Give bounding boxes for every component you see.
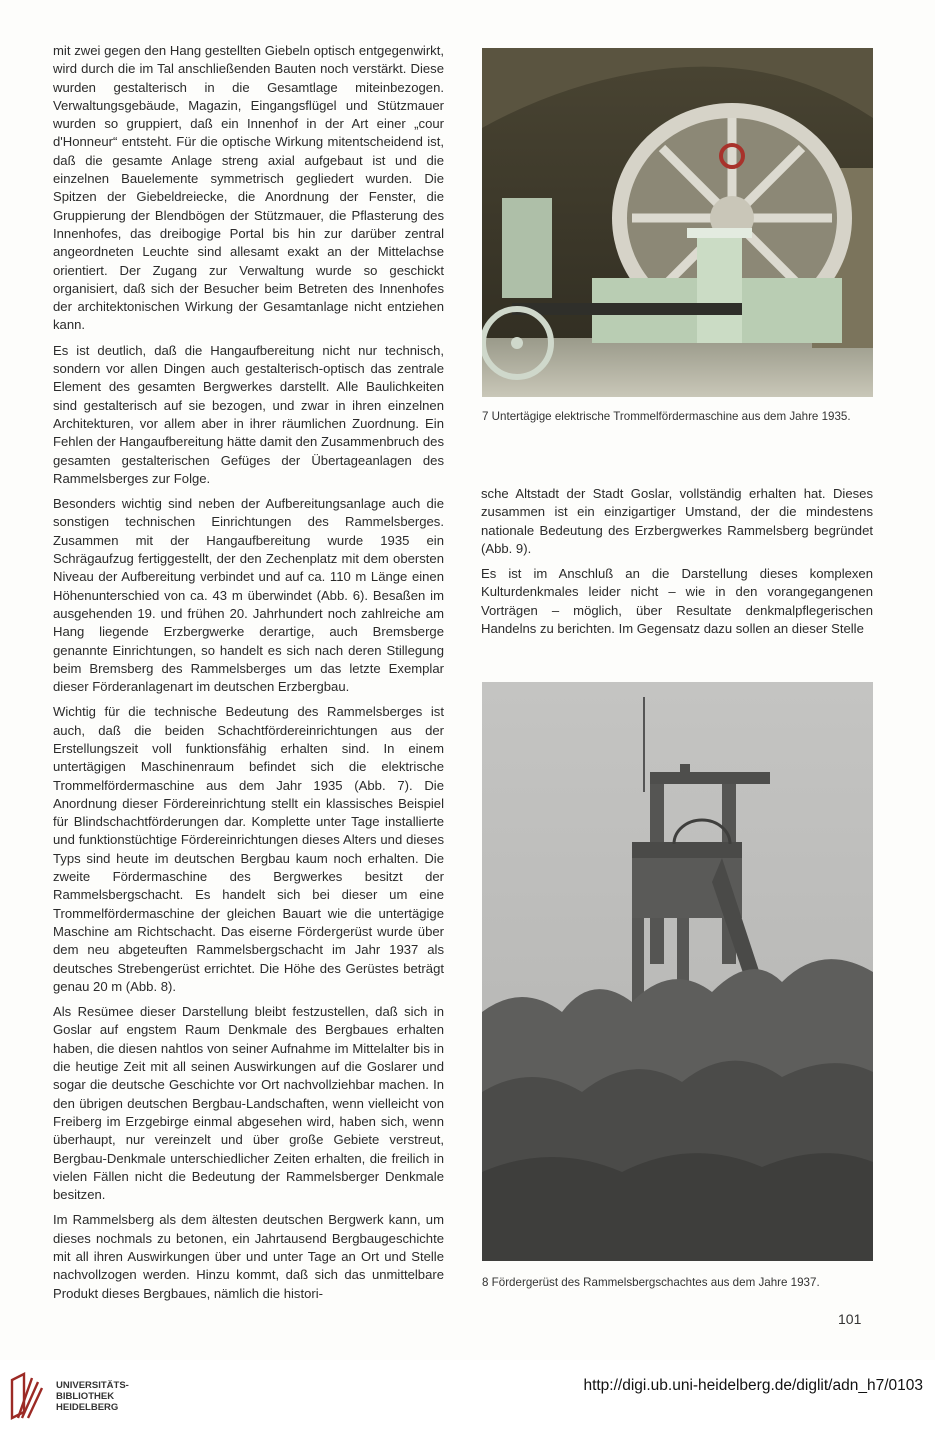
library-name: UNIVERSITÄTS- BIBLIOTHEK HEIDELBERG [56,1380,129,1413]
footer-bar [0,1360,935,1431]
paragraph: mit zwei gegen den Hang gestellten Giebeln optisch entgegenwirkt, wird durch die im Tal anschließenden Bauten noch verstärkt. Diese wurden gestalterisch in die Gesamtlage miteinbezogen. Verwaltungsgebäude, Magazin, Eingangsflügel und Stützmauer wurden so gruppiert, daß ein Innenhof in der Art einer „cour d'Honneur“ entsteht. Für die optische Wirkung mitentscheidend ist, daß die gesamte Anlage streng axial aufgebaut ist und die einzelnen Bauelemente symmetrisch gegliedert wurden. Die Spitzen der Giebeldreiecke, die Anordnung der Fenster, die Gruppierung der Blendbögen der Stützmauer, die Pflasterung des Innenhofes, das dreibogige Portal bis hin zur darüber zentral angeordneten Leuchte sind allesamt exakt an der Mittelachse orientiert. Der Zugang zur Verwaltung wurde so geschickt organisiert, daß sich der Besucher beim Betreten des Innenhofes der architektonischen Wirkung der Gesamtanlage nicht entziehen kann. [53,43,444,333]
library-logo-icon [8,1370,50,1422]
figure-7-hoisting-machine-photo [482,48,873,397]
paragraph: Als Resümee dieser Darstellung bleibt festzustellen, daß sich in Goslar auf engstem Raum Denkmale des Bergbaues erhalten haben, die diesen nahtlos von seiner Aufnahme im Mittelalter bis in die heutige Zeit mit all seinen Auswirkungen auf die Goslarer und sogar die deutsche Geschichte vor Ort nachvollziehbar machen. In den übrigen deutschen Bergbau-Landschaften, wenn vielleicht von Freiberg im Erzgebirge einmal abgesehen wird, haben sich, wenn überhaupt, nur vereinzelt und über große Gebiete verstreut, Bergbau-Denkmale unterschiedlicher Zeiten erhalten, die freilich in vielen Fällen nicht die Bedeutung der Rammelsberger Denkmale besitzen. [53,1004,444,1203]
right-text-column [481,485,873,645]
paragraph: Besonders wichtig sind neben der Aufbereitungsanlage auch die sonstigen technischen Einrichtungen des Rammelsberges. Zusammen mit der Hangaufbereitung wurde 1935 ein Schrägaufzug fertiggestellt, der den Zechenplatz mit dem obersten Niveau der Aufbereitung verbindet und auf ca. 110 m Länge einen Höhenunterschied von ca. 43 m überwindet (Abb. 6). Besaßen im ausgehenden 19. und frühen 20. Jahrhundert noch zahlreiche am Hang liegende Erzbergwerke derartige, auch Bremsberge genannte Einrichtungen, so handelt es sich nach deren Stillegung beim Bremsberg des Rammelsberges um das letzte Exemplar dieser Förderanlagenart im deutschen Erzbergbau. [53,496,444,695]
figure-7-caption: 7 Untertägige elektrische Trommelfördermaschine aus dem Jahre 1935. [482,410,851,423]
paragraph: Es ist deutlich, daß die Hangaufbereitung nicht nur technisch, sondern vor allen Dingen auch gestalterisch-optisch das zentrale Element des gesamten Bergwerkes darstellt. Alle Baulichkeiten sind gestalterisch auf sie bezogen, und zwar in ihren einzelnen Architekturen, vor allem aber in ihrer räumlichen Zuordnung. Ein Fehlen der Hangaufbereitung hätte damit den Zusammenbruch des gesamten gestalterischen Gefüges der Übertageanlagen des Rammelsberges zur Folge. [53,342,444,486]
paragraph: Es ist im Anschluß an die Darstellung dieses komplexen Kulturdenkmales leider nicht – wie in den vorangegangenen Vorträgen – möglich, über Resultate denkmalpflegerischen Handelns zu berichten. Im Gegensatz dazu sollen an dieser Stelle [481,566,873,637]
page-number: 101 [838,1311,862,1327]
paragraph: Wichtig für die technische Bedeutung des Rammelsberges ist auch, daß die beiden Schachtfördereinrichtungen aus der Erstellungszeit voll funktionsfähig erhalten sind. In einem untertägigen Maschinenraum befindet sich die elektrische Trommelfördermaschine aus dem Jahr 1935 (Abb. 7). Die Anordnung dieser Fördereinrichtung stellt ein klassisches Beispiel für Blindschachtförderungen dar. Komplette unter Tage installierte und funktionstüchtige Fördereinrichtungen dieses Alters und dieses Typs sind heute im deutschen Bergbau kaum noch erhalten. Die zweite Fördermaschine des Bergwerkes besitzt der Rammelsbergschacht. Es handelt sich bei dieser um eine Trommelfördermaschine der gleichen Bauart wie die untertägige Maschine am Richtschacht. Das eiserne Fördergerüst wurde über dem neu abgeteuften Rammelsbergschacht im Jahr 1937 als deutsches Strebengerüst errichtet. Die Höhe des Gerüstes beträgt genau 20 m (Abb. 8). [53,704,444,994]
paragraph: sche Altstadt der Stadt Goslar, vollständig erhalten hat. Dieses zusammen ist ein einzigartiger Umstand, der die mindestens nationale Bedeutung des Erzbergwerkes Rammelsberg begründet (Abb. 9). [481,486,873,556]
figure-8-headframe-photo [482,682,873,1261]
source-url-link[interactable]: http://digi.ub.uni-heidelberg.de/diglit/adn_h7/0103 [583,1377,923,1394]
left-text-column [53,42,444,1310]
figure-8-caption: 8 Fördergerüst des Rammelsbergschachtes aus dem Jahre 1937. [482,1276,820,1289]
paragraph: Im Rammelsberg als dem ältesten deutschen Bergwerk kann, um dieses nochmals zu betonen, ein Jahrtausend Bergbaugeschichte mit all ihren Auswirkungen über und unter Tage an Ort und Stelle nachvollzogen werden. Hinzu kommt, daß sich das unmittelbare Produkt dieses Bergbaues, nämlich die histori- [53,1212,444,1301]
